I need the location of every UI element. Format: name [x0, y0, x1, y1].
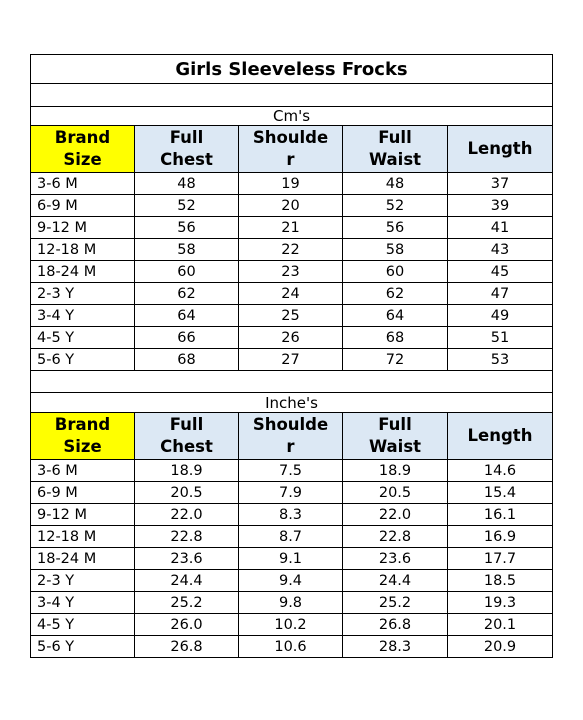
column-header-line: Size [63, 150, 102, 169]
measure-cell: 27 [239, 349, 343, 371]
table-row [31, 548, 553, 570]
column-header-line: Brand [54, 128, 111, 147]
table-row [31, 504, 553, 526]
measure-cell: 18.9 [343, 460, 448, 482]
column-header-line: Brand [54, 415, 111, 434]
measure-cell: 62 [135, 283, 239, 305]
measure-cell: 20 [239, 195, 343, 217]
table-row [31, 283, 553, 305]
size-cell: 4-5 Y [31, 327, 135, 349]
column-header [448, 126, 553, 173]
measure-cell: 25.2 [343, 592, 448, 614]
column-header-line: Chest [160, 437, 213, 456]
table-row [31, 636, 553, 658]
size-chart-table [30, 54, 553, 658]
column-header [31, 126, 135, 173]
measure-cell: 9.1 [239, 548, 343, 570]
column-header-line: Full [169, 128, 204, 147]
unit-row [31, 107, 553, 126]
table-row [31, 482, 553, 504]
unit-row [31, 393, 553, 413]
measure-cell: 56 [135, 217, 239, 239]
size-cell: 9-12 M [31, 217, 135, 239]
measure-cell: 9.8 [239, 592, 343, 614]
column-header-line: Length [467, 139, 533, 158]
measure-cell: 48 [343, 173, 448, 195]
measure-cell: 19.3 [448, 592, 553, 614]
column-header [135, 413, 239, 460]
measure-cell: 20.5 [343, 482, 448, 504]
size-cell: 2-3 Y [31, 283, 135, 305]
measure-cell: 20.5 [135, 482, 239, 504]
table-row [31, 305, 553, 327]
measure-cell: 48 [135, 173, 239, 195]
table-row [31, 327, 553, 349]
measure-cell: 39 [448, 195, 553, 217]
measure-cell: 23 [239, 261, 343, 283]
table-row [31, 173, 553, 195]
size-chart-sheet [30, 54, 552, 658]
title-row [31, 55, 553, 84]
size-cell: 12-18 M [31, 526, 135, 548]
measure-cell: 15.4 [448, 482, 553, 504]
measure-cell: 7.9 [239, 482, 343, 504]
measure-cell: 45 [448, 261, 553, 283]
measure-cell: 18.9 [135, 460, 239, 482]
measure-cell: 7.5 [239, 460, 343, 482]
measure-cell: 60 [343, 261, 448, 283]
size-cell: 3-4 Y [31, 592, 135, 614]
column-header [135, 126, 239, 173]
table-row [31, 261, 553, 283]
measure-cell: 52 [343, 195, 448, 217]
column-header-line: Full [378, 415, 412, 434]
measure-cell: 60 [135, 261, 239, 283]
measure-cell: 20.1 [448, 614, 553, 636]
measure-cell: 58 [135, 239, 239, 261]
column-header-row [31, 413, 553, 460]
measure-cell: 68 [135, 349, 239, 371]
column-header-line: Waist [368, 437, 422, 456]
measure-cell: 51 [448, 327, 553, 349]
unit-label: Cm's [31, 107, 553, 126]
measure-cell: 41 [448, 217, 553, 239]
measure-cell: 56 [343, 217, 448, 239]
measure-cell: 9.4 [239, 570, 343, 592]
size-cell: 4-5 Y [31, 614, 135, 636]
measure-cell: 37 [448, 173, 553, 195]
measure-cell: 23.6 [343, 548, 448, 570]
column-header-line: Full [169, 415, 204, 434]
column-header-row [31, 126, 553, 173]
measure-cell: 16.9 [448, 526, 553, 548]
blank-cell [31, 84, 553, 107]
table-row [31, 526, 553, 548]
measure-cell: 17.7 [448, 548, 553, 570]
table-row [31, 460, 553, 482]
measure-cell: 22.0 [343, 504, 448, 526]
measure-cell: 52 [135, 195, 239, 217]
measure-cell: 10.2 [239, 614, 343, 636]
measure-cell: 18.5 [448, 570, 553, 592]
measure-cell: 53 [448, 349, 553, 371]
size-chart-body [31, 55, 553, 658]
size-cell: 9-12 M [31, 504, 135, 526]
measure-cell: 10.6 [239, 636, 343, 658]
column-header-line: Shoulde [252, 128, 329, 147]
measure-cell: 24.4 [135, 570, 239, 592]
column-header [31, 413, 135, 460]
column-header [239, 413, 343, 460]
size-cell: 5-6 Y [31, 349, 135, 371]
measure-cell: 22.8 [343, 526, 448, 548]
column-header-line: r [286, 437, 295, 456]
size-cell: 5-6 Y [31, 636, 135, 658]
chart-title: Girls Sleeveless Frocks [31, 55, 553, 84]
measure-cell: 25 [239, 305, 343, 327]
size-cell: 18-24 M [31, 261, 135, 283]
measure-cell: 68 [343, 327, 448, 349]
measure-cell: 22.8 [135, 526, 239, 548]
measure-cell: 26.8 [135, 636, 239, 658]
size-cell: 6-9 M [31, 482, 135, 504]
measure-cell: 23.6 [135, 548, 239, 570]
measure-cell: 47 [448, 283, 553, 305]
column-header-line: Shoulde [252, 415, 329, 434]
measure-cell: 16.1 [448, 504, 553, 526]
measure-cell: 72 [343, 349, 448, 371]
measure-cell: 22 [239, 239, 343, 261]
size-cell: 3-6 M [31, 173, 135, 195]
column-header [239, 126, 343, 173]
measure-cell: 24.4 [343, 570, 448, 592]
blank-row [31, 84, 553, 107]
table-row [31, 239, 553, 261]
measure-cell: 26.0 [135, 614, 239, 636]
table-row [31, 570, 553, 592]
measure-cell: 62 [343, 283, 448, 305]
size-cell: 18-24 M [31, 548, 135, 570]
measure-cell: 64 [135, 305, 239, 327]
column-header-line: r [286, 150, 295, 169]
measure-cell: 64 [343, 305, 448, 327]
measure-cell: 19 [239, 173, 343, 195]
measure-cell: 21 [239, 217, 343, 239]
size-cell: 3-6 M [31, 460, 135, 482]
column-header-line: Full [378, 128, 412, 147]
table-row [31, 614, 553, 636]
measure-cell: 26.8 [343, 614, 448, 636]
size-cell: 3-4 Y [31, 305, 135, 327]
measure-cell: 14.6 [448, 460, 553, 482]
measure-cell: 8.3 [239, 504, 343, 526]
blank-row [31, 371, 553, 393]
column-header-line: Size [63, 437, 102, 456]
measure-cell: 58 [343, 239, 448, 261]
column-header-line: Waist [368, 150, 422, 169]
table-row [31, 592, 553, 614]
column-header-line: Length [467, 426, 533, 445]
measure-cell: 66 [135, 327, 239, 349]
measure-cell: 25.2 [135, 592, 239, 614]
measure-cell: 8.7 [239, 526, 343, 548]
measure-cell: 49 [448, 305, 553, 327]
table-row [31, 349, 553, 371]
measure-cell: 26 [239, 327, 343, 349]
column-header [448, 413, 553, 460]
column-header-line: Chest [160, 150, 213, 169]
column-header [343, 413, 448, 460]
size-cell: 6-9 M [31, 195, 135, 217]
unit-label: Inche's [31, 393, 553, 413]
measure-cell: 28.3 [343, 636, 448, 658]
measure-cell: 24 [239, 283, 343, 305]
size-cell: 12-18 M [31, 239, 135, 261]
size-cell: 2-3 Y [31, 570, 135, 592]
table-row [31, 195, 553, 217]
measure-cell: 22.0 [135, 504, 239, 526]
blank-cell [31, 371, 553, 393]
measure-cell: 43 [448, 239, 553, 261]
column-header [343, 126, 448, 173]
measure-cell: 20.9 [448, 636, 553, 658]
table-row [31, 217, 553, 239]
